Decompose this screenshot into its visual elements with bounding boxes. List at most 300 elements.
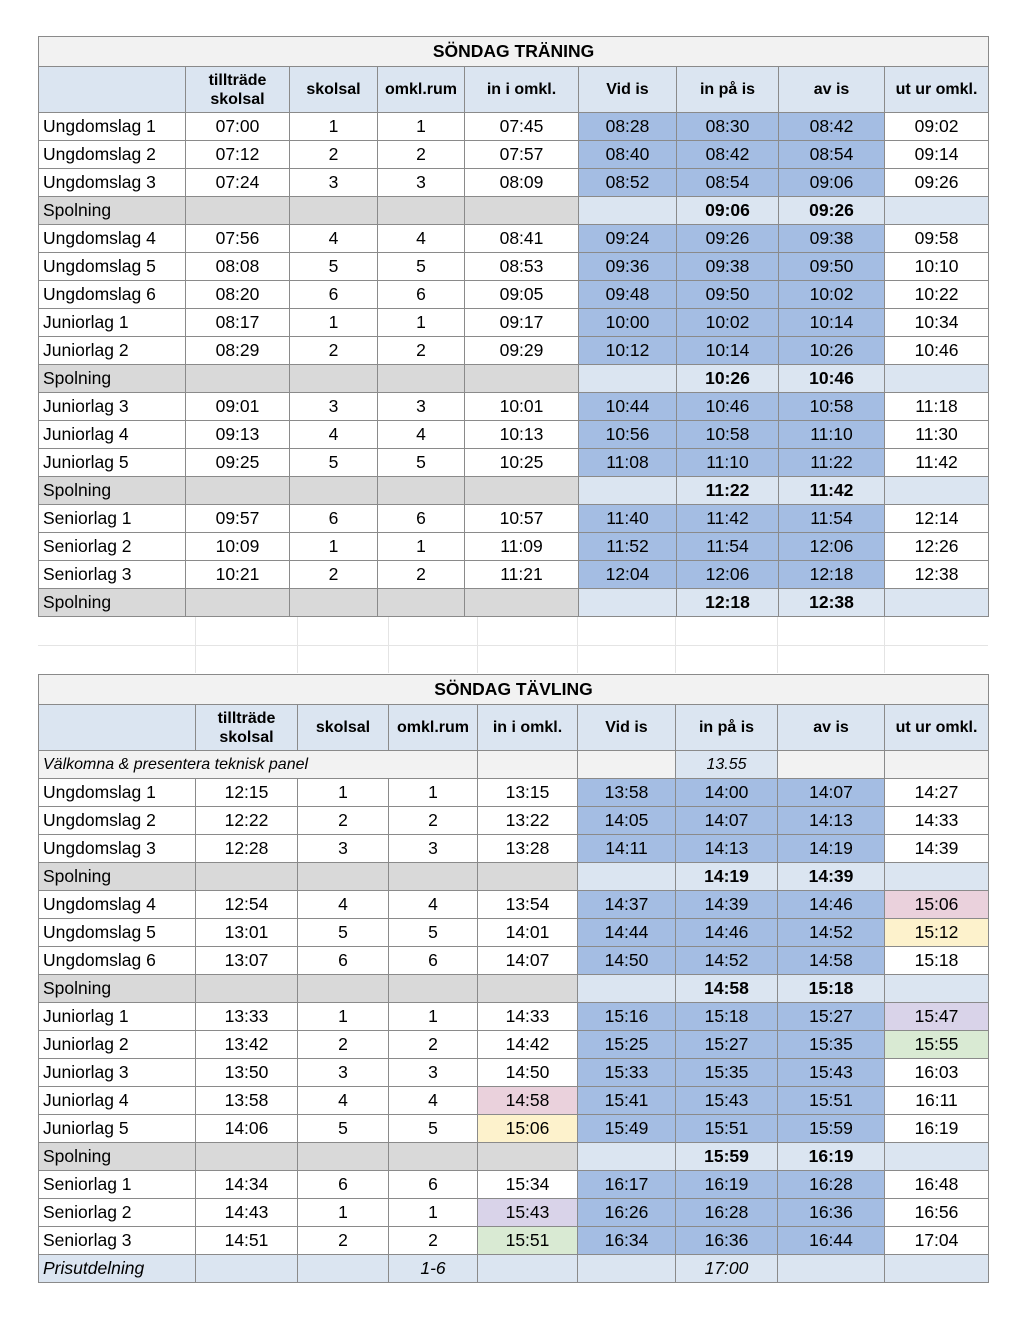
table-row bbox=[39, 533, 989, 561]
cell-at-ice-time bbox=[579, 365, 677, 393]
cell-off-ice-time: 11:42 bbox=[779, 477, 885, 505]
cell-hall: 6 bbox=[298, 1171, 389, 1199]
cell-out-room-time: 11:42 bbox=[885, 449, 989, 477]
cell-out-room-time: 15:55 bbox=[885, 1031, 989, 1059]
cell-team: Spolning bbox=[39, 1143, 196, 1171]
cell-access-time: 13:42 bbox=[196, 1031, 298, 1059]
empty-cell bbox=[778, 1255, 885, 1283]
competition-table bbox=[38, 674, 989, 1283]
cell-access-time: 08:20 bbox=[186, 281, 290, 309]
cell-team: Juniorlag 4 bbox=[39, 1087, 196, 1115]
cell-access-time: 13:33 bbox=[196, 1003, 298, 1031]
cell-out-room-time: 12:38 bbox=[885, 561, 989, 589]
cell-access-time: 13:01 bbox=[196, 919, 298, 947]
cell-out-room-time: 11:18 bbox=[885, 393, 989, 421]
prize-label: Prisutdelning bbox=[39, 1255, 196, 1283]
empty-cell bbox=[478, 1255, 578, 1283]
cell-at-ice-time: 08:52 bbox=[579, 169, 677, 197]
cell-at-ice-time: 11:40 bbox=[579, 505, 677, 533]
empty-cell bbox=[885, 751, 989, 779]
cell-in-room-time: 09:29 bbox=[465, 337, 579, 365]
cell-on-ice-time: 10:14 bbox=[677, 337, 779, 365]
cell-hall: 2 bbox=[290, 561, 378, 589]
cell-out-room-time bbox=[885, 197, 989, 225]
empty-cell bbox=[478, 751, 578, 779]
cell-in-room-time: 07:45 bbox=[465, 113, 579, 141]
cell-out-room-time bbox=[885, 863, 989, 891]
cell-access-time: 12:15 bbox=[196, 779, 298, 807]
table-row bbox=[39, 919, 989, 947]
cell-at-ice-time: 08:28 bbox=[579, 113, 677, 141]
cell-off-ice-time: 10:58 bbox=[779, 393, 885, 421]
cell-out-room-time: 09:02 bbox=[885, 113, 989, 141]
header-at-ice: Vid is bbox=[579, 67, 677, 113]
table-row bbox=[39, 309, 989, 337]
cell-on-ice-time: 11:10 bbox=[677, 449, 779, 477]
cell-team: Ungdomslag 3 bbox=[39, 169, 186, 197]
cell-room: 4 bbox=[389, 1087, 478, 1115]
cell-on-ice-time: 10:58 bbox=[677, 421, 779, 449]
cell-room: 4 bbox=[389, 891, 478, 919]
cell-off-ice-time: 08:54 bbox=[779, 141, 885, 169]
cell-off-ice-time: 11:54 bbox=[779, 505, 885, 533]
cell-off-ice-time: 12:38 bbox=[779, 589, 885, 617]
cell-access-time bbox=[196, 863, 298, 891]
cell-off-ice-time: 08:42 bbox=[779, 113, 885, 141]
cell-at-ice-time bbox=[578, 1143, 676, 1171]
cell-in-room-time: 13:22 bbox=[478, 807, 578, 835]
header-team bbox=[39, 705, 196, 751]
cell-at-ice-time bbox=[578, 975, 676, 1003]
cell-off-ice-time: 09:38 bbox=[779, 225, 885, 253]
cell-off-ice-time: 14:13 bbox=[778, 807, 885, 835]
cell-team: Ungdomslag 3 bbox=[39, 835, 196, 863]
cell-in-room-time bbox=[478, 863, 578, 891]
table-row bbox=[39, 779, 989, 807]
cell-in-room-time: 10:13 bbox=[465, 421, 579, 449]
cell-in-room-time: 13:28 bbox=[478, 835, 578, 863]
cell-room: 1 bbox=[389, 779, 478, 807]
welcome-time: 13.55 bbox=[676, 751, 778, 779]
cell-room: 6 bbox=[378, 505, 465, 533]
cell-out-room-time: 10:10 bbox=[885, 253, 989, 281]
cell-access-time bbox=[186, 589, 290, 617]
cell-hall: 4 bbox=[298, 891, 389, 919]
cell-room bbox=[378, 365, 465, 393]
table-row bbox=[39, 141, 989, 169]
cell-room: 3 bbox=[378, 169, 465, 197]
cell-on-ice-time: 14:19 bbox=[676, 863, 778, 891]
cell-out-room-time: 14:27 bbox=[885, 779, 989, 807]
cell-at-ice-time: 09:36 bbox=[579, 253, 677, 281]
cell-in-room-time: 10:57 bbox=[465, 505, 579, 533]
cell-off-ice-time: 15:43 bbox=[778, 1059, 885, 1087]
cell-out-room-time: 09:14 bbox=[885, 141, 989, 169]
cell-team: Juniorlag 4 bbox=[39, 421, 186, 449]
cell-at-ice-time: 14:44 bbox=[578, 919, 676, 947]
cell-hall bbox=[290, 365, 378, 393]
empty-cell bbox=[196, 1255, 298, 1283]
cell-access-time: 14:43 bbox=[196, 1199, 298, 1227]
cell-out-room-time bbox=[885, 589, 989, 617]
cell-in-room-time: 09:05 bbox=[465, 281, 579, 309]
cell-access-time: 07:00 bbox=[186, 113, 290, 141]
cell-hall: 6 bbox=[290, 505, 378, 533]
cell-team: Ungdomslag 1 bbox=[39, 779, 196, 807]
cell-access-time: 07:12 bbox=[186, 141, 290, 169]
cell-on-ice-time: 08:42 bbox=[677, 141, 779, 169]
cell-team: Juniorlag 3 bbox=[39, 1059, 196, 1087]
cell-at-ice-time: 15:25 bbox=[578, 1031, 676, 1059]
cell-room: 2 bbox=[378, 337, 465, 365]
cell-in-room-time bbox=[465, 477, 579, 505]
cell-in-room-time: 08:41 bbox=[465, 225, 579, 253]
header-on-ice: in på is bbox=[677, 67, 779, 113]
cell-out-room-time: 11:30 bbox=[885, 421, 989, 449]
cell-team: Juniorlag 2 bbox=[39, 337, 186, 365]
cell-in-room-time: 10:25 bbox=[465, 449, 579, 477]
cell-hall: 3 bbox=[290, 169, 378, 197]
cell-off-ice-time: 09:26 bbox=[779, 197, 885, 225]
table-row bbox=[39, 835, 989, 863]
cell-off-ice-time: 14:46 bbox=[778, 891, 885, 919]
cell-team: Juniorlag 2 bbox=[39, 1031, 196, 1059]
cell-out-room-time: 15:06 bbox=[885, 891, 989, 919]
cell-hall: 5 bbox=[298, 919, 389, 947]
cell-access-time: 08:29 bbox=[186, 337, 290, 365]
table-row bbox=[39, 337, 989, 365]
cell-at-ice-time: 10:44 bbox=[579, 393, 677, 421]
cell-room: 1 bbox=[378, 533, 465, 561]
cell-in-room-time: 14:33 bbox=[478, 1003, 578, 1031]
cell-team: Ungdomslag 2 bbox=[39, 141, 186, 169]
cell-off-ice-time: 16:44 bbox=[778, 1227, 885, 1255]
cell-on-ice-time: 11:42 bbox=[677, 505, 779, 533]
empty-cell bbox=[778, 751, 885, 779]
cell-at-ice-time: 09:48 bbox=[579, 281, 677, 309]
cell-team: Ungdomslag 6 bbox=[39, 281, 186, 309]
table-row bbox=[39, 169, 989, 197]
cell-on-ice-time: 08:30 bbox=[677, 113, 779, 141]
cell-in-room-time: 15:34 bbox=[478, 1171, 578, 1199]
cell-out-room-time: 12:26 bbox=[885, 533, 989, 561]
cell-room: 6 bbox=[378, 281, 465, 309]
cell-off-ice-time: 15:18 bbox=[778, 975, 885, 1003]
cell-access-time: 13:58 bbox=[196, 1087, 298, 1115]
cell-room: 1 bbox=[389, 1199, 478, 1227]
cell-at-ice-time: 10:56 bbox=[579, 421, 677, 449]
table-row bbox=[39, 1031, 989, 1059]
cell-team: Ungdomslag 2 bbox=[39, 807, 196, 835]
cell-hall: 6 bbox=[290, 281, 378, 309]
table-row bbox=[39, 505, 989, 533]
header-access: tillträde skolsal bbox=[186, 67, 290, 113]
cell-off-ice-time: 15:35 bbox=[778, 1031, 885, 1059]
cell-room bbox=[378, 477, 465, 505]
table-row bbox=[39, 947, 989, 975]
cell-hall: 4 bbox=[290, 225, 378, 253]
cell-access-time: 12:22 bbox=[196, 807, 298, 835]
table-row bbox=[39, 1199, 989, 1227]
empty-cell bbox=[578, 751, 676, 779]
cell-in-room-time: 10:01 bbox=[465, 393, 579, 421]
table-row bbox=[39, 1059, 989, 1087]
cell-on-ice-time: 14:58 bbox=[676, 975, 778, 1003]
cell-room bbox=[389, 975, 478, 1003]
cell-access-time: 14:06 bbox=[196, 1115, 298, 1143]
cell-access-time bbox=[186, 477, 290, 505]
cell-in-room-time: 07:57 bbox=[465, 141, 579, 169]
cell-in-room-time: 14:42 bbox=[478, 1031, 578, 1059]
cell-off-ice-time: 09:06 bbox=[779, 169, 885, 197]
cell-at-ice-time bbox=[578, 863, 676, 891]
cell-out-room-time: 10:34 bbox=[885, 309, 989, 337]
cell-off-ice-time: 14:39 bbox=[778, 863, 885, 891]
cell-at-ice-time: 15:41 bbox=[578, 1087, 676, 1115]
cell-on-ice-time: 09:26 bbox=[677, 225, 779, 253]
cell-hall bbox=[290, 477, 378, 505]
cell-out-room-time: 15:12 bbox=[885, 919, 989, 947]
cell-on-ice-time: 14:00 bbox=[676, 779, 778, 807]
cell-at-ice-time: 14:37 bbox=[578, 891, 676, 919]
cell-team: Ungdomslag 4 bbox=[39, 225, 186, 253]
cell-off-ice-time: 15:51 bbox=[778, 1087, 885, 1115]
cell-at-ice-time: 13:58 bbox=[578, 779, 676, 807]
cell-at-ice-time: 16:34 bbox=[578, 1227, 676, 1255]
cell-access-time: 14:34 bbox=[196, 1171, 298, 1199]
cell-at-ice-time: 16:26 bbox=[578, 1199, 676, 1227]
cell-hall bbox=[290, 197, 378, 225]
cell-team: Juniorlag 1 bbox=[39, 309, 186, 337]
cell-room: 5 bbox=[389, 919, 478, 947]
cell-in-room-time: 11:21 bbox=[465, 561, 579, 589]
header-room: omkl.rum bbox=[378, 67, 465, 113]
cell-on-ice-time: 14:39 bbox=[676, 891, 778, 919]
cell-hall: 1 bbox=[290, 309, 378, 337]
cell-in-room-time: 15:51 bbox=[478, 1227, 578, 1255]
cell-hall bbox=[298, 975, 389, 1003]
cell-team: Ungdomslag 1 bbox=[39, 113, 186, 141]
cell-team: Seniorlag 1 bbox=[39, 505, 186, 533]
table-row bbox=[39, 449, 989, 477]
training-rows bbox=[39, 113, 989, 617]
table-row bbox=[39, 1227, 989, 1255]
cell-hall bbox=[298, 1143, 389, 1171]
cell-team: Juniorlag 5 bbox=[39, 1115, 196, 1143]
cell-team: Seniorlag 2 bbox=[39, 533, 186, 561]
cell-in-room-time bbox=[465, 365, 579, 393]
cell-access-time bbox=[196, 975, 298, 1003]
table-row bbox=[39, 421, 989, 449]
cell-room: 4 bbox=[378, 225, 465, 253]
cell-at-ice-time: 14:50 bbox=[578, 947, 676, 975]
cell-out-room-time: 10:22 bbox=[885, 281, 989, 309]
cell-on-ice-time: 08:54 bbox=[677, 169, 779, 197]
cell-at-ice-time: 14:05 bbox=[578, 807, 676, 835]
header-room: omkl.rum bbox=[389, 705, 478, 751]
cell-in-room-time: 09:17 bbox=[465, 309, 579, 337]
header-out-room: ut ur omkl. bbox=[885, 705, 989, 751]
cell-on-ice-time: 09:06 bbox=[677, 197, 779, 225]
header-hall: skolsal bbox=[290, 67, 378, 113]
cell-on-ice-time: 16:36 bbox=[676, 1227, 778, 1255]
cell-team: Juniorlag 3 bbox=[39, 393, 186, 421]
cell-at-ice-time: 10:12 bbox=[579, 337, 677, 365]
cell-out-room-time: 10:46 bbox=[885, 337, 989, 365]
cell-out-room-time: 09:26 bbox=[885, 169, 989, 197]
table-row bbox=[39, 393, 989, 421]
cell-team: Spolning bbox=[39, 975, 196, 1003]
cell-off-ice-time: 16:28 bbox=[778, 1171, 885, 1199]
cell-out-room-time: 16:11 bbox=[885, 1087, 989, 1115]
cell-off-ice-time: 14:52 bbox=[778, 919, 885, 947]
cell-on-ice-time: 11:22 bbox=[677, 477, 779, 505]
cell-hall: 2 bbox=[298, 807, 389, 835]
cell-access-time: 07:56 bbox=[186, 225, 290, 253]
cell-out-room-time: 15:47 bbox=[885, 1003, 989, 1031]
cell-room: 2 bbox=[389, 1227, 478, 1255]
cell-team: Spolning bbox=[39, 477, 186, 505]
cell-in-room-time: 08:09 bbox=[465, 169, 579, 197]
cell-access-time: 09:13 bbox=[186, 421, 290, 449]
cell-team: Ungdomslag 4 bbox=[39, 891, 196, 919]
cell-off-ice-time: 10:14 bbox=[779, 309, 885, 337]
cell-on-ice-time: 15:27 bbox=[676, 1031, 778, 1059]
cell-on-ice-time: 09:38 bbox=[677, 253, 779, 281]
cell-at-ice-time: 14:11 bbox=[578, 835, 676, 863]
cell-room: 6 bbox=[389, 947, 478, 975]
cell-at-ice-time: 11:52 bbox=[579, 533, 677, 561]
cell-on-ice-time: 14:46 bbox=[676, 919, 778, 947]
training-title: SÖNDAG TRÄNING bbox=[39, 37, 989, 67]
welcome-label: Välkomna & presentera teknisk panel bbox=[39, 751, 478, 779]
cell-off-ice-time: 10:26 bbox=[779, 337, 885, 365]
cell-hall: 3 bbox=[298, 1059, 389, 1087]
cell-in-room-time: 15:06 bbox=[478, 1115, 578, 1143]
cell-room: 1 bbox=[378, 309, 465, 337]
competition-rows bbox=[39, 779, 989, 1255]
cell-access-time: 13:50 bbox=[196, 1059, 298, 1087]
cell-on-ice-time: 16:19 bbox=[676, 1171, 778, 1199]
cell-off-ice-time: 12:18 bbox=[779, 561, 885, 589]
table-row bbox=[39, 807, 989, 835]
cell-out-room-time: 09:58 bbox=[885, 225, 989, 253]
cell-room bbox=[389, 1143, 478, 1171]
empty-cell bbox=[298, 1255, 389, 1283]
cell-in-room-time: 13:54 bbox=[478, 891, 578, 919]
cell-hall: 1 bbox=[290, 113, 378, 141]
header-off-ice: av is bbox=[779, 67, 885, 113]
cell-team: Seniorlag 3 bbox=[39, 1227, 196, 1255]
training-table bbox=[38, 36, 989, 617]
cell-on-ice-time: 10:02 bbox=[677, 309, 779, 337]
cell-access-time: 13:07 bbox=[196, 947, 298, 975]
cell-at-ice-time: 15:33 bbox=[578, 1059, 676, 1087]
cell-out-room-time: 14:39 bbox=[885, 835, 989, 863]
cell-team: Ungdomslag 5 bbox=[39, 253, 186, 281]
cell-off-ice-time: 15:27 bbox=[778, 1003, 885, 1031]
cell-team: Spolning bbox=[39, 365, 186, 393]
header-hall: skolsal bbox=[298, 705, 389, 751]
table-row bbox=[39, 561, 989, 589]
cell-at-ice-time: 15:49 bbox=[578, 1115, 676, 1143]
table-row bbox=[39, 253, 989, 281]
resurfacing-row bbox=[39, 477, 989, 505]
cell-room bbox=[378, 197, 465, 225]
cell-room: 5 bbox=[378, 449, 465, 477]
cell-room bbox=[378, 589, 465, 617]
table-row bbox=[39, 225, 989, 253]
welcome-row bbox=[39, 751, 989, 779]
spacer-grid bbox=[38, 617, 988, 673]
competition-title: SÖNDAG TÄVLING bbox=[39, 675, 989, 705]
cell-hall: 1 bbox=[298, 779, 389, 807]
resurfacing-row bbox=[39, 365, 989, 393]
cell-in-room-time: 15:43 bbox=[478, 1199, 578, 1227]
cell-access-time: 07:24 bbox=[186, 169, 290, 197]
cell-off-ice-time: 12:06 bbox=[779, 533, 885, 561]
cell-on-ice-time: 15:59 bbox=[676, 1143, 778, 1171]
cell-room: 3 bbox=[389, 1059, 478, 1087]
cell-at-ice-time: 08:40 bbox=[579, 141, 677, 169]
cell-room: 2 bbox=[389, 807, 478, 835]
cell-room: 1 bbox=[389, 1003, 478, 1031]
header-on-ice: in på is bbox=[676, 705, 778, 751]
header-in-room: in i omkl. bbox=[465, 67, 579, 113]
cell-off-ice-time: 16:36 bbox=[778, 1199, 885, 1227]
header-off-ice: av is bbox=[778, 705, 885, 751]
cell-access-time: 14:51 bbox=[196, 1227, 298, 1255]
cell-on-ice-time: 12:18 bbox=[677, 589, 779, 617]
table-row bbox=[39, 1115, 989, 1143]
cell-out-room-time: 16:56 bbox=[885, 1199, 989, 1227]
cell-at-ice-time bbox=[579, 197, 677, 225]
cell-on-ice-time: 14:52 bbox=[676, 947, 778, 975]
cell-team: Juniorlag 5 bbox=[39, 449, 186, 477]
cell-access-time: 09:01 bbox=[186, 393, 290, 421]
cell-at-ice-time bbox=[579, 477, 677, 505]
cell-at-ice-time: 11:08 bbox=[579, 449, 677, 477]
cell-room: 2 bbox=[378, 561, 465, 589]
cell-off-ice-time: 14:58 bbox=[778, 947, 885, 975]
empty-cell bbox=[578, 1255, 676, 1283]
cell-hall: 2 bbox=[298, 1031, 389, 1059]
cell-hall: 1 bbox=[298, 1199, 389, 1227]
cell-hall: 6 bbox=[298, 947, 389, 975]
cell-on-ice-time: 10:26 bbox=[677, 365, 779, 393]
header-access: tillträde skolsal bbox=[196, 705, 298, 751]
cell-access-time: 08:08 bbox=[186, 253, 290, 281]
cell-at-ice-time: 09:24 bbox=[579, 225, 677, 253]
cell-on-ice-time: 15:43 bbox=[676, 1087, 778, 1115]
cell-out-room-time bbox=[885, 975, 989, 1003]
cell-on-ice-time: 14:07 bbox=[676, 807, 778, 835]
cell-on-ice-time: 16:28 bbox=[676, 1199, 778, 1227]
cell-out-room-time bbox=[885, 1143, 989, 1171]
cell-hall: 1 bbox=[298, 1003, 389, 1031]
cell-at-ice-time: 10:00 bbox=[579, 309, 677, 337]
cell-access-time: 09:25 bbox=[186, 449, 290, 477]
cell-at-ice-time: 15:16 bbox=[578, 1003, 676, 1031]
table-row bbox=[39, 1003, 989, 1031]
cell-at-ice-time: 12:04 bbox=[579, 561, 677, 589]
cell-on-ice-time: 12:06 bbox=[677, 561, 779, 589]
cell-hall: 2 bbox=[298, 1227, 389, 1255]
cell-room bbox=[389, 863, 478, 891]
cell-in-room-time: 13:15 bbox=[478, 779, 578, 807]
cell-room: 1 bbox=[378, 113, 465, 141]
cell-access-time: 12:28 bbox=[196, 835, 298, 863]
